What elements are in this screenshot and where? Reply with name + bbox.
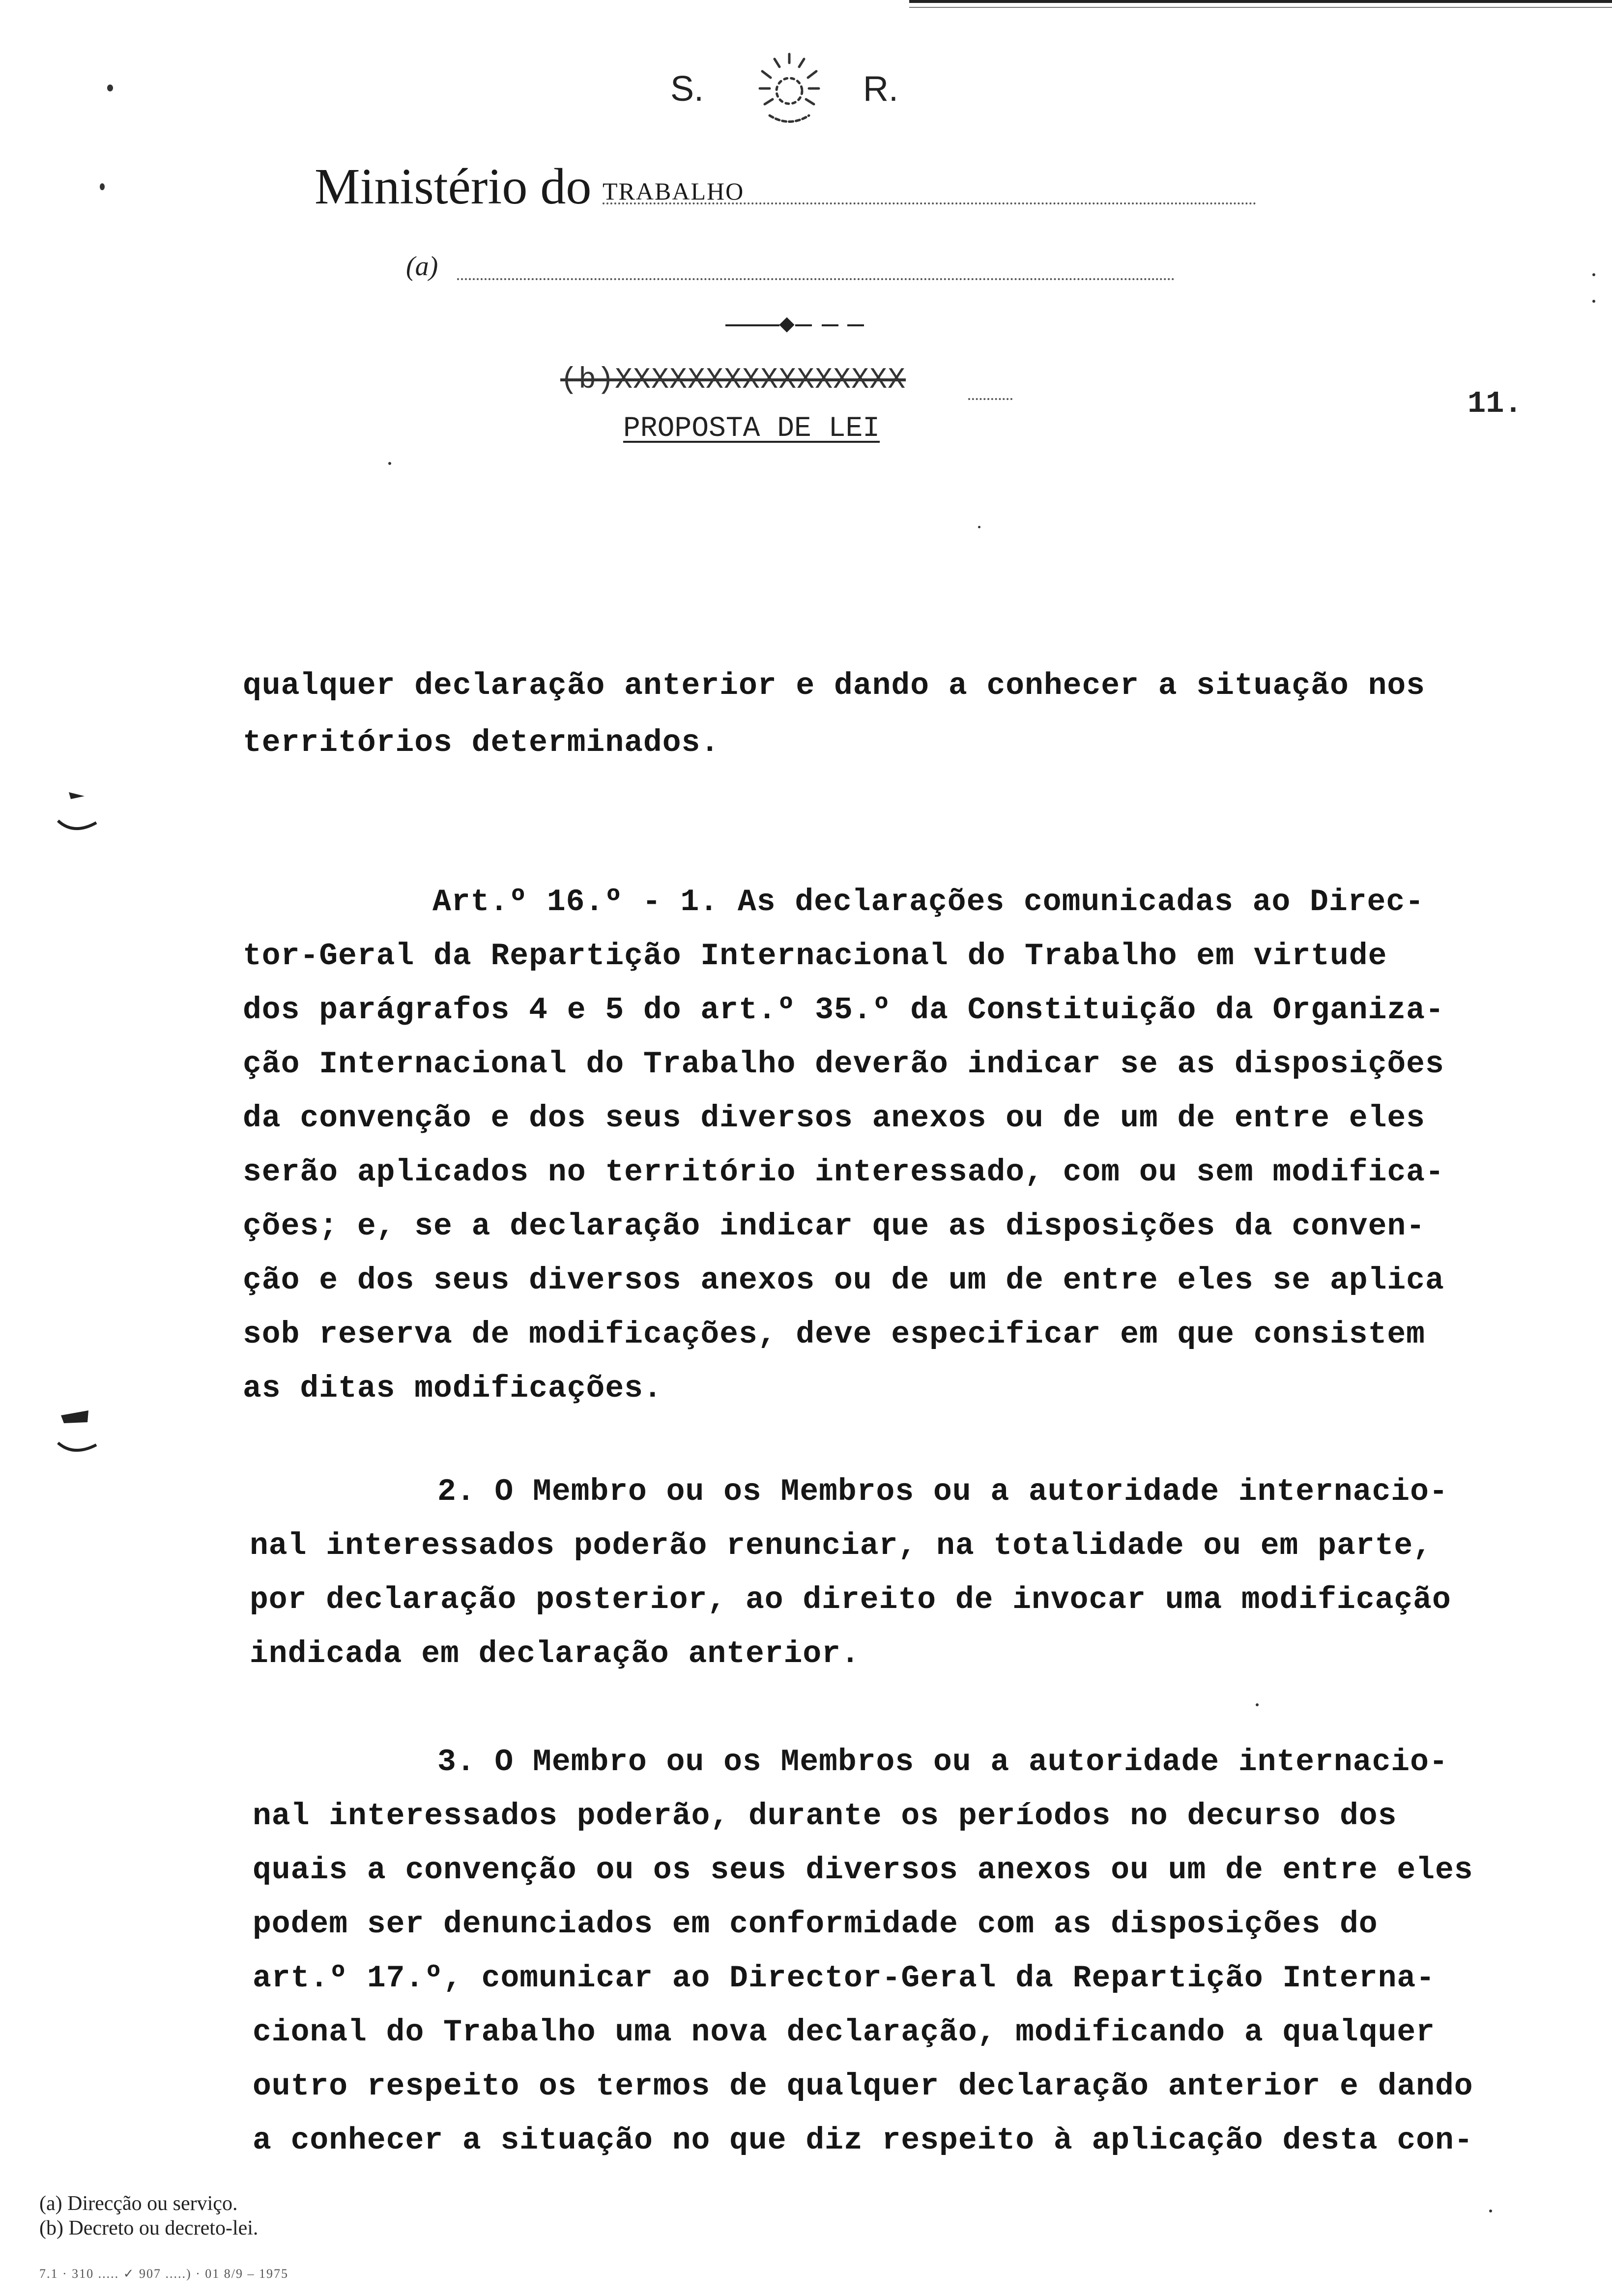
header-divider-dash <box>795 324 812 326</box>
ministry-value: TRABALHO <box>603 177 745 205</box>
body-line: qualquer declaração anterior e dando a conhecer a situação nos <box>243 668 1425 703</box>
scan-speck <box>107 85 113 91</box>
body-line: serão aplicados no território interessado, com ou sem modifica- <box>243 1155 1444 1190</box>
body-line: territórios determinados. <box>243 725 720 760</box>
punch-hole-mark-icon <box>49 1401 103 1464</box>
decree-label: (b)XXXXXXXXXXXXXXXX <box>560 364 906 397</box>
body-line: ção Internacional do Trabalho deverão indicar se as disposições <box>243 1047 1444 1082</box>
scan-speck <box>388 462 391 465</box>
body-line: a conhecer a situação no que diz respeito à aplicação desta con- <box>253 2123 1473 2158</box>
scan-speck <box>100 183 105 190</box>
scan-speck <box>1256 1703 1259 1706</box>
scan-speck <box>1489 2210 1492 2212</box>
body-line: quais a convenção ou os seus diversos anexos ou um de entre eles <box>253 1853 1473 1888</box>
coat-of-arms-icon <box>740 49 838 133</box>
body-line: tor-Geral da Repartição Internacional do Trabalho em virtude <box>243 939 1387 974</box>
sr-left-letter: S. <box>670 69 704 109</box>
punch-hole-mark-icon <box>49 781 103 845</box>
printer-line: 7.1 · 310 ..... ✓ 907 .....) · 01 8/9 – 1975 <box>39 2267 288 2281</box>
field-a-marker: (a) <box>406 251 438 282</box>
body-line: as ditas modificações. <box>243 1371 662 1406</box>
footnote-b: (b) Decreto ou decreto-lei. <box>39 2217 259 2239</box>
paragraph-2-start: 2. O Membro ou os Membros ou a autoridade internacio- <box>437 1474 1448 1509</box>
divider-diamond-icon <box>779 317 794 332</box>
ministry-label: Ministério do <box>315 158 592 215</box>
body-line: podem ser denunciados em conformidade com as disposições do <box>253 1907 1378 1942</box>
footnote-a: (a) Direcção ou serviço. <box>39 2192 238 2215</box>
body-line: dos parágrafos 4 e 5 do art.º 35.º da Constituição da Organiza- <box>243 993 1444 1028</box>
body-line: nal interessados poderão renunciar, na totalidade ou em parte, <box>250 1528 1432 1563</box>
top-edge-line-thin <box>909 7 1612 8</box>
document-type: PROPOSTA DE LEI <box>623 413 880 445</box>
body-line: por declaração posterior, ao direito de invocar uma modificação <box>250 1582 1451 1617</box>
body-line: outro respeito os termos de qualquer declaração anterior e dando <box>253 2069 1473 2104</box>
body-line: da convenção e dos seus diversos anexos ou de um de entre eles <box>243 1101 1425 1136</box>
body-line: nal interessados poderão, durante os períodos no decurso dos <box>253 1799 1397 1834</box>
sr-right-letter: R. <box>863 69 898 109</box>
ministry-dotted-line <box>603 202 1256 204</box>
decree-dotted-line <box>968 398 1012 400</box>
field-a-dotted-line <box>457 278 1175 280</box>
body-line: art.º 17.º, comunicar ao Director-Geral da Repartição Interna- <box>253 1961 1435 1996</box>
header-divider-dash <box>822 324 838 326</box>
body-line: ção e dos seus diversos anexos ou de um de entre eles se aplica <box>243 1263 1444 1298</box>
scan-speck <box>978 526 980 528</box>
body-line: indicada em declaração anterior. <box>250 1636 860 1671</box>
article-16-heading: Art.º 16.º - 1. As declarações comunicadas ao Direc- <box>432 885 1424 919</box>
header-divider-dash <box>847 324 864 326</box>
header-divider-left <box>725 324 779 326</box>
body-line: sob reserva de modificações, deve especificar em que consistem <box>243 1317 1425 1352</box>
top-edge-line <box>909 0 1612 3</box>
paragraph-3-start: 3. O Membro ou os Membros ou a autoridade internacio- <box>437 1745 1448 1779</box>
scan-speck <box>1592 273 1595 276</box>
scan-speck <box>1592 300 1595 303</box>
body-line: cional do Trabalho uma nova declaração, modificando a qualquer <box>253 2015 1435 2050</box>
body-line: ções; e, se a declaração indicar que as disposições da conven- <box>243 1209 1425 1244</box>
page-number: 11. <box>1468 386 1523 421</box>
